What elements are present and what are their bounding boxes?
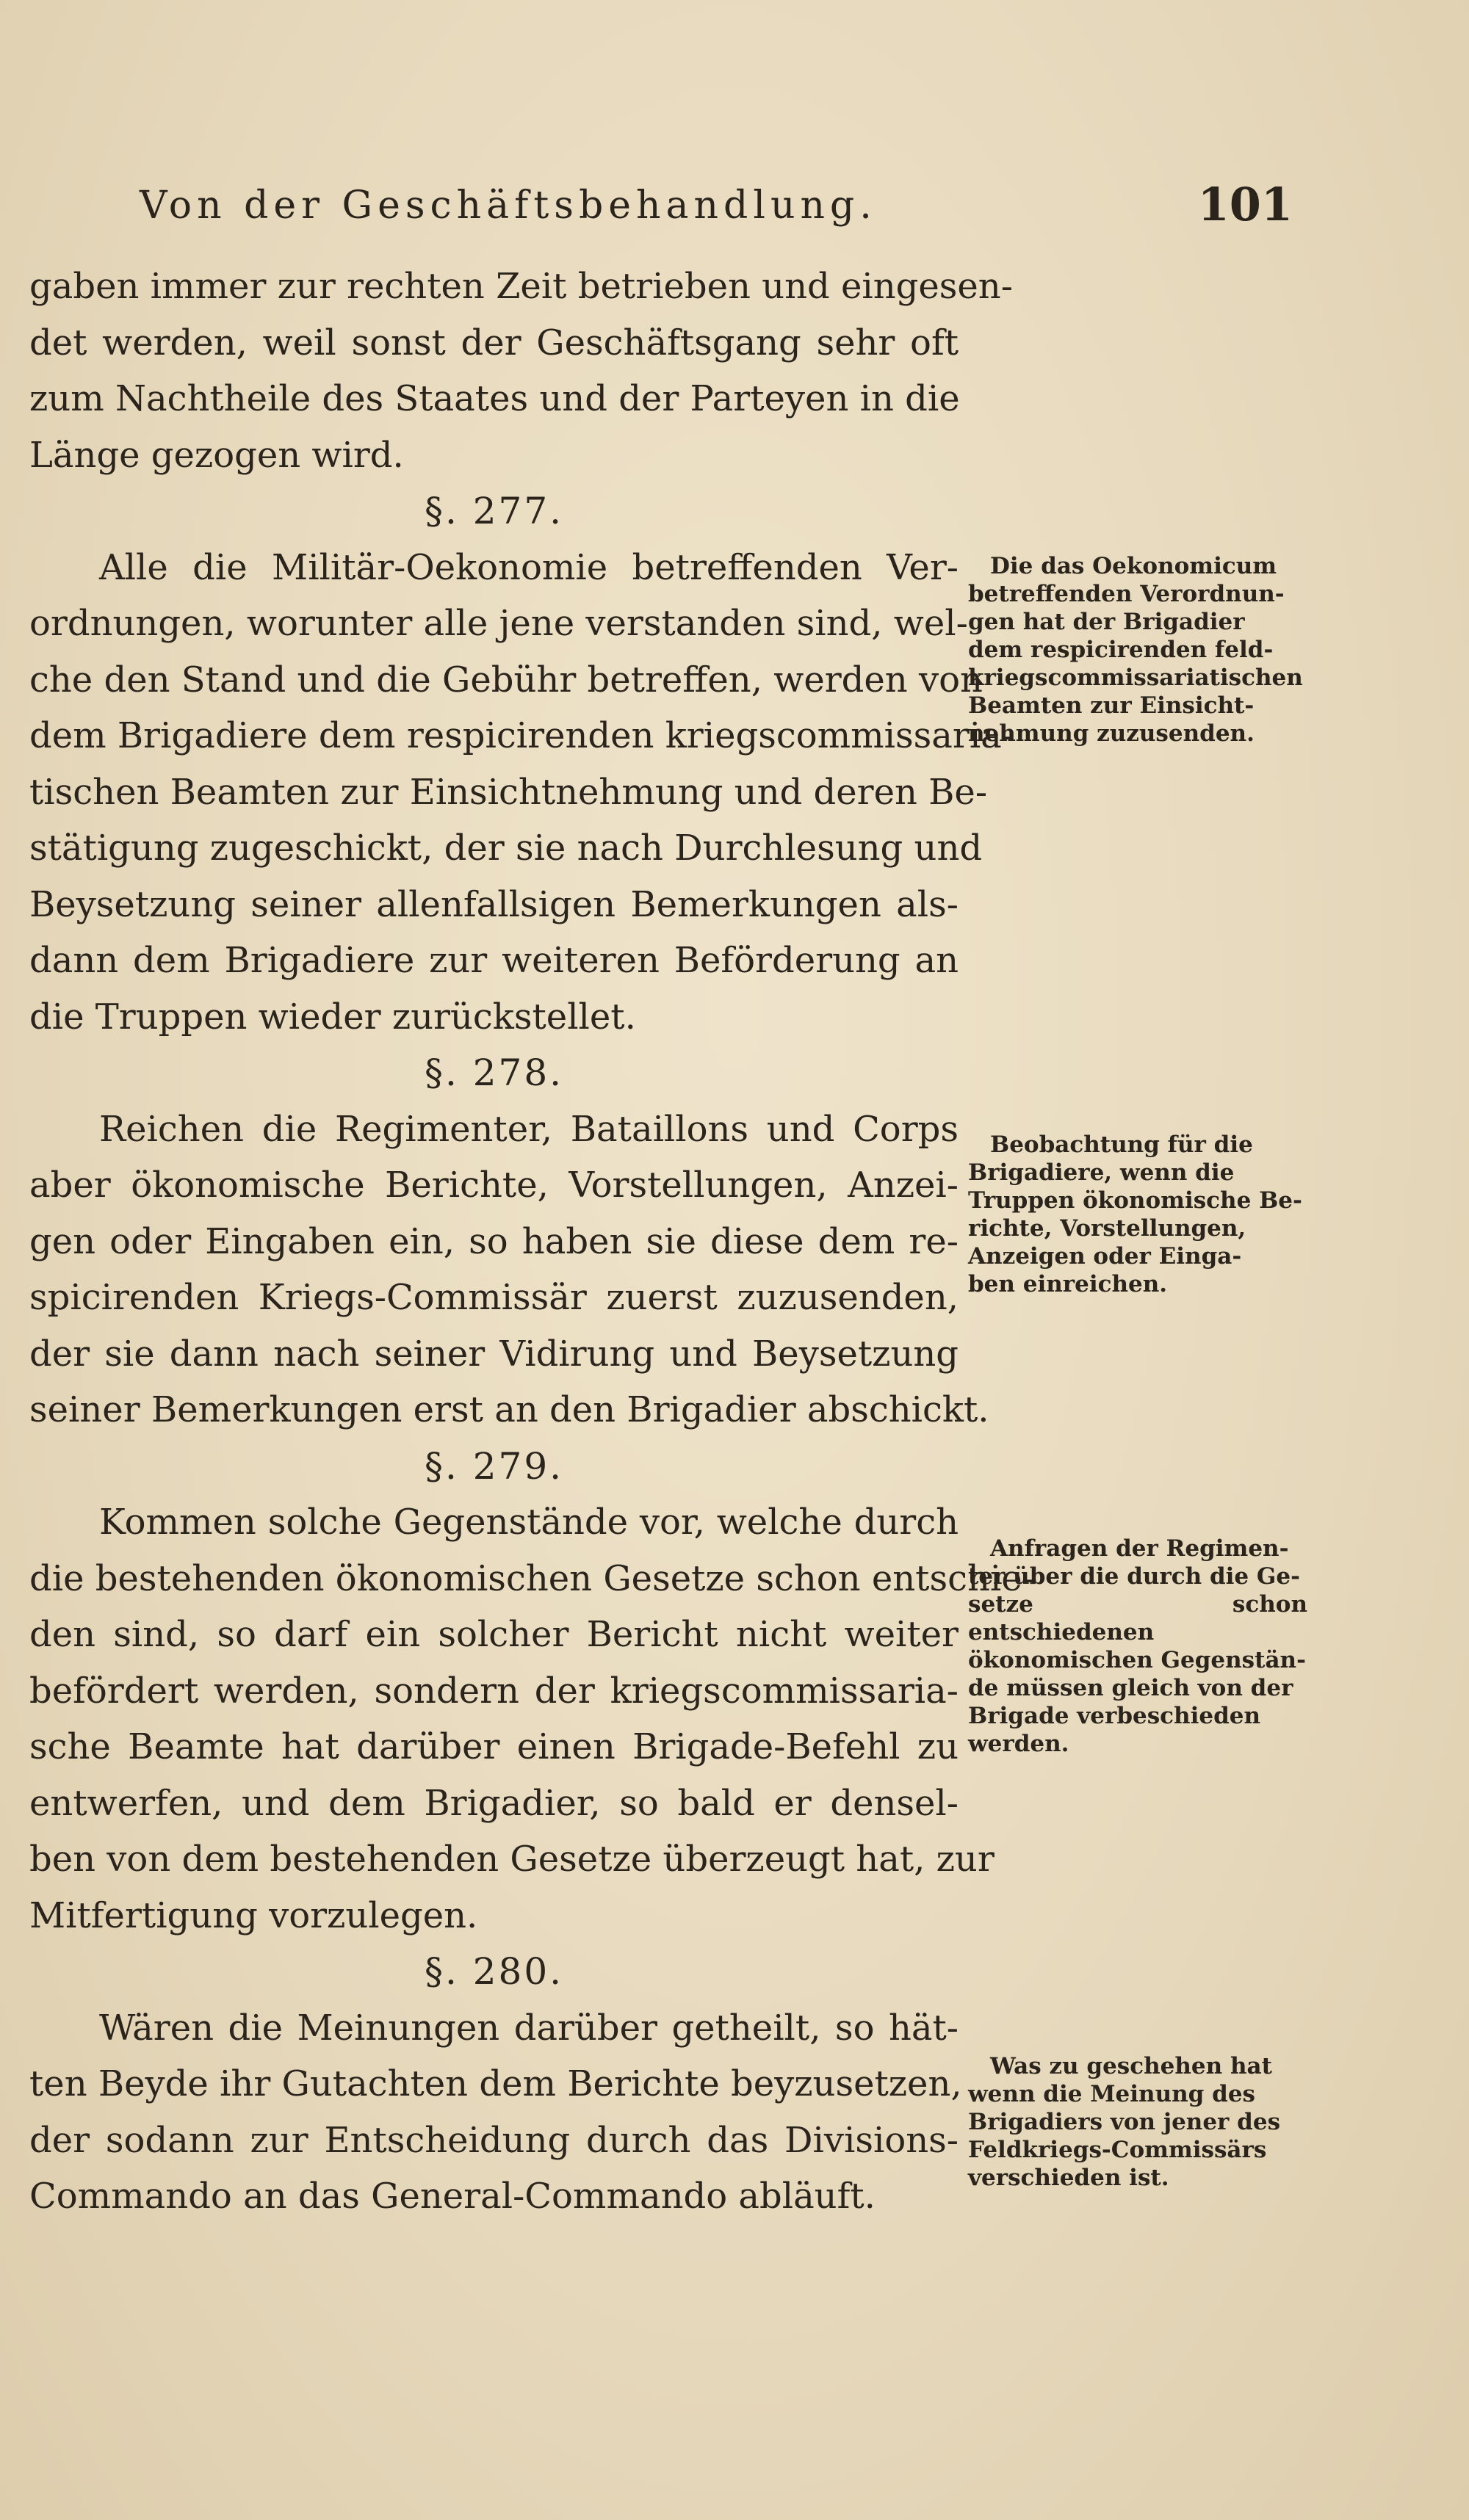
text-line: Beysetzung seiner allenfallsigen Bemerkungen als- bbox=[29, 883, 959, 925]
margin-note-line: Die das Oekonomicum bbox=[990, 553, 1277, 579]
text-line: spicirenden Kriegs-Commissär zuerst zuzusenden, bbox=[29, 1277, 959, 1318]
margin-note-line: dem respicirenden feld- bbox=[968, 637, 1274, 663]
margin-note-line: Anzeigen oder Einga- bbox=[968, 1243, 1242, 1270]
margin-note-line: Was zu geschehen hat bbox=[990, 2053, 1272, 2079]
text-line: zum Nachtheile des Staates und der Parteyen in die bbox=[29, 378, 960, 419]
text-line: tischen Beamten zur Einsichtnehmung und deren Be- bbox=[29, 771, 988, 813]
margin-note-280 bbox=[968, 2052, 1307, 2192]
margin-note-line: gen hat der Brigadier bbox=[968, 609, 1245, 635]
margin-note-line: Truppen ökonomische Be- bbox=[968, 1187, 1302, 1214]
text-line: stätigung zugeschickt, der sie nach Durchlesung und bbox=[29, 828, 983, 869]
main-text bbox=[29, 258, 1034, 2225]
text-line: entwerfen, und dem Brigadier, so bald er densel- bbox=[29, 1782, 959, 1824]
margin-note-line: verschieden ist. bbox=[968, 2165, 1169, 2191]
text-line: ten Beyde ihr Gutachten dem Berichte beyzusetzen, bbox=[29, 2063, 962, 2104]
text-line: Kommen solche Gegenstände vor, welche durch bbox=[99, 1502, 959, 1543]
text-line: seiner Bemerkungen erst an den Brigadier abschickt. bbox=[29, 1389, 989, 1430]
margin-note-line: wenn die Meinung des bbox=[968, 2081, 1255, 2107]
margin-note-279 bbox=[968, 1535, 1307, 1758]
text-line: ordnungen, worunter alle jene verstanden sind, wel- bbox=[29, 603, 968, 644]
text-line: ben von dem bestehenden Gesetze überzeugt hat, zur bbox=[29, 1839, 995, 1880]
margin-note-line: nehmung zuzusenden. bbox=[968, 720, 1255, 747]
paragraph-280 bbox=[29, 2000, 962, 2225]
text-line: aber ökonomische Berichte, Vorstellungen, Anzei- bbox=[29, 1165, 959, 1206]
margin-note-278 bbox=[968, 1131, 1307, 1298]
margin-note-line: ökonomischen Gegenstän- bbox=[968, 1647, 1306, 1673]
text-line: der sie dann nach seiner Vidirung und Beysetzung bbox=[29, 1333, 959, 1375]
margin-note-line: richte, Vorstellungen, bbox=[968, 1215, 1246, 1242]
page-number: 101 bbox=[1197, 178, 1293, 231]
margin-note-line: Anfragen der Regimen- bbox=[990, 1535, 1289, 1562]
section-heading-280: §. 280. bbox=[424, 1950, 564, 1993]
page-header bbox=[140, 178, 1293, 242]
margin-note-line: Brigadiers von jener des bbox=[968, 2109, 1281, 2135]
text-line: befördert werden, sondern der kriegscommissaria- bbox=[29, 1670, 959, 1712]
text-line: det werden, weil sonst der Geschäftsgang sehr oft bbox=[29, 322, 959, 363]
margin-note-line: setze schon entschiedenen bbox=[968, 1591, 1307, 1645]
text-line: die bestehenden ökonomischen Gesetze schon entschie- bbox=[29, 1557, 1034, 1599]
margin-note-line: Feldkriegs-Commissärs bbox=[968, 2137, 1267, 2163]
text-line: Commando an das General-Commando abläuft. bbox=[29, 2176, 876, 2217]
text-line: che den Stand und die Gebühr betreffen, werden von bbox=[29, 659, 983, 700]
text-line: Wären die Meinungen darüber getheilt, so hät- bbox=[99, 2007, 959, 2049]
text-line: gaben immer zur rechten Zeit betrieben und eingesen- bbox=[29, 266, 1013, 307]
margin-note-277 bbox=[968, 552, 1307, 747]
margin-note-line: werden. bbox=[968, 1731, 1069, 1757]
margin-note-line: Beamten zur Einsicht- bbox=[968, 692, 1255, 719]
section-heading-279: §. 279. bbox=[424, 1444, 564, 1488]
text-line: den sind, so darf ein solcher Bericht nicht weiter bbox=[29, 1614, 959, 1655]
text-line: der sodann zur Entscheidung durch das Divisions- bbox=[29, 2119, 959, 2161]
margin-note-line: ben einreichen. bbox=[968, 1271, 1168, 1297]
text-line: sche Beamte hat darüber einen Brigade-Befehl zu bbox=[29, 1726, 959, 1767]
paragraph-278 bbox=[29, 1101, 989, 1438]
paragraph-277 bbox=[29, 540, 1014, 1046]
margin-note-line: ter über die durch die Ge- bbox=[968, 1563, 1300, 1590]
text-line: die Truppen wieder zurückstellet. bbox=[29, 996, 636, 1038]
text-line: Mitfertigung vorzulegen. bbox=[29, 1894, 478, 1936]
margin-note-line: Beobachtung für die bbox=[990, 1132, 1253, 1158]
text-line: Länge gezogen wird. bbox=[29, 434, 404, 476]
text-line: gen oder Eingaben ein, so haben sie diese dem re- bbox=[29, 1220, 959, 1262]
section-heading-278: §. 278. bbox=[424, 1051, 564, 1094]
text-line: dann dem Brigadiere zur weiteren Beförderung an bbox=[29, 940, 959, 981]
running-head: Von der Geschäftsbehandlung. bbox=[140, 184, 877, 228]
text-line: Alle die Militär-Oekonomie betreffenden Ver- bbox=[99, 546, 959, 588]
continuation-paragraph bbox=[29, 258, 1013, 483]
margin-note-line: Brigade verbeschieden bbox=[968, 1703, 1261, 1729]
text-line: Reichen die Regimenter, Bataillons und Corps bbox=[99, 1108, 959, 1150]
margin-note-line: betreffenden Verordnun- bbox=[968, 581, 1285, 607]
margin-note-line: kriegscommissariatischen bbox=[968, 665, 1303, 691]
margin-note-line: Brigadiere, wenn die bbox=[968, 1159, 1235, 1186]
margin-note-line: de müssen gleich von der bbox=[968, 1675, 1293, 1701]
text-line: dem Brigadiere dem respicirenden kriegscommissaria- bbox=[29, 715, 1014, 756]
paragraph-279 bbox=[29, 1494, 1034, 1944]
section-heading-277: §. 277. bbox=[424, 490, 564, 532]
